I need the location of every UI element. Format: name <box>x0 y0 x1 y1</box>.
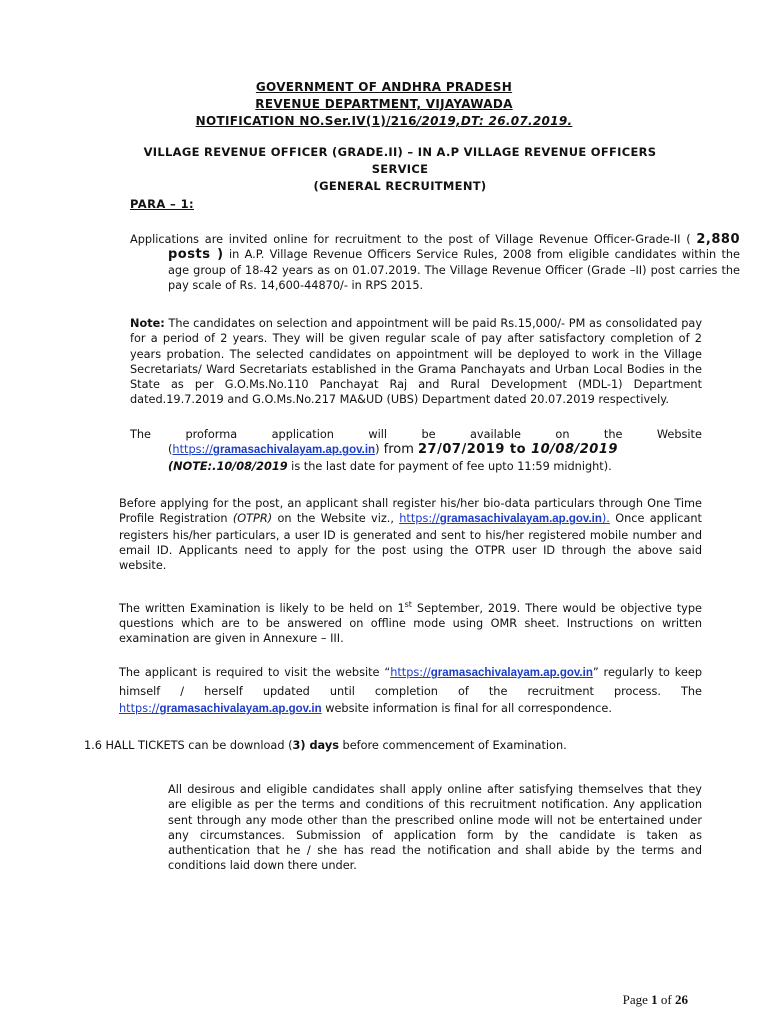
page-number: 1 <box>651 992 658 1007</box>
paragraph-hall-tickets: 1.6 HALL TICKETS can be download (3) days before commencement of Examination. <box>84 739 567 752</box>
date-to: 10/08/2019 <box>531 442 618 458</box>
otpr-website-link[interactable]: https://gramasachivalayam.ap.gov.in). <box>399 512 610 526</box>
paragraph-applications: Applications are invited online for recruitment to the post of Village Revenue Officer-Grade-II ( 2,880 posts ) in A.P. Village Revenue Officers Service Rules, 2008 from eligible candidates within the age group of 18-42 years as on 01.07.2019. The Village Revenue Officer (Grade –II) post carries the pay scale of Rs. 14,600-44870/- in RPS 2015. <box>130 232 740 292</box>
notification-date: /2019,DT: 26.07.2019. <box>416 114 573 128</box>
paragraph-proforma: The proforma application will be available on the Website (https://gramasachivalayam.ap.gov.in) from 27/07/2019 to 10/08/2019 (NOTE:.10/08/2019 is the last date for payment of fee upto 11:59 midnight). <box>130 428 702 473</box>
post-title-line3: (GENERAL RECRUITMENT) <box>313 179 487 193</box>
visit-website-link[interactable]: https://gramasachivalayam.ap.gov.in <box>390 666 593 679</box>
header-notification <box>0 114 768 128</box>
note-label: Note: <box>130 317 165 330</box>
fee-deadline-note: (NOTE:.10/08/2019 <box>168 459 288 473</box>
posts-count: 2,880 posts ) <box>168 232 740 263</box>
hall-ticket-days: 3) days <box>292 739 339 752</box>
paragraph-visit: The applicant is required to visit the website “https://gramasachivalayam.ap.gov.in” regularly to keep himself / herself updated until completion of the recruitment process. The https://gramasachivalayam.ap.gov.in website information is final for all correspondence. <box>119 666 702 715</box>
notification-number: NOTIFICATION NO.Ser.IV(1)/216 <box>195 114 417 128</box>
website-link[interactable]: https://gramasachivalayam.ap.gov.in <box>172 443 376 457</box>
post-title-line1: VILLAGE REVENUE OFFICER (GRADE.II) – IN A.P VILLAGE REVENUE OFFICERS <box>143 145 657 159</box>
header-department: REVENUE DEPARTMENT, VIJAYAWADA <box>255 97 513 111</box>
page-footer: Page 1 of 26 <box>622 992 688 1007</box>
post-title-line2: SERVICE <box>371 162 429 176</box>
post-title <box>100 144 700 195</box>
paragraph-exam: The written Examination is likely to be held on 1st September, 2019. There would be objective type questions which are to be answered on offline mode using OMR sheet. Instructions on written examination are given in Annexure – III. <box>119 600 702 646</box>
paragraph-otpr: Before applying for the post, an applicant shall register his/her bio-data particulars through One Time Profile Registration (OTPR) on the Website viz., https://gramasachivalayam.ap.gov.in). Once applicant registers his/her particulars, a user ID is generated and sent to his/her registered mobile number and email ID. Applicants need to apply for the post using the OTPR user ID through the above said website. <box>119 497 702 573</box>
paragraph-note: Note: The candidates on selection and appointment will be paid Rs.15,000/- PM as consolidated pay for a period of 2 years. They will be given regular scale of pay after satisfactory completion of 2 years probation. The selected candidates on appointment will be deployed to work in the Village Secretariats/ Ward Secretariats established in the Grama Panchayats and Urban Local Bodies in the State as per G.O.Ms.No.110 Panchayat Raj and Rural Development (MDL-1) Department dated.19.7.2019 and G.O.Ms.No.217 MA&UD (UBS) Department dated 20.07.2019 respectively. <box>130 317 702 407</box>
otpr-abbr: (OTPR) <box>232 512 273 526</box>
paragraph-desirous: All desirous and eligible candidates shall apply online after satisfying themselves that they are eligible as per the terms and conditions of this recruitment notification. Any application sent through any mode other than the prescribed online mode will not be entertained under any circumstances. Submission of application form by the candidate is taken as authentication that he / she has read the notification and shall abide by the terms and conditions laid down there under. <box>168 783 702 873</box>
info-website-link[interactable]: https://gramasachivalayam.ap.gov.in <box>119 702 322 715</box>
para-heading: PARA – 1: <box>130 197 194 211</box>
date-from: 27/07/2019 <box>418 442 505 458</box>
page-total: 26 <box>675 992 688 1007</box>
header-government: GOVERNMENT OF ANDHRA PRADESH <box>255 80 513 94</box>
